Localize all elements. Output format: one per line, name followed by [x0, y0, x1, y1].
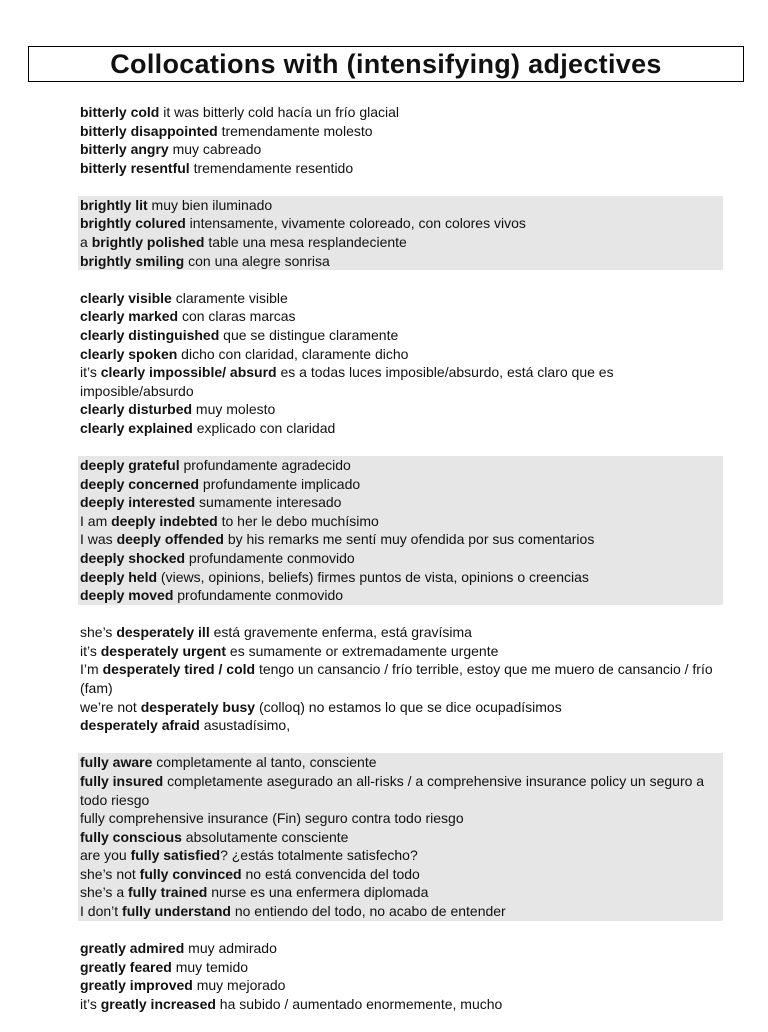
- collocation-text: she’s: [80, 624, 117, 641]
- collocation-phrase: fully insured: [80, 772, 164, 789]
- collocation-text: it’s: [80, 642, 101, 659]
- collocation-entry: [80, 958, 723, 977]
- collocation-text: it was bitterly cold hacía un frío glacial: [159, 104, 400, 120]
- collocation-entry: [80, 400, 723, 419]
- collocation-entry: [80, 456, 723, 475]
- collocation-text: está gravemente enferma, está gravísima: [209, 624, 472, 641]
- collocation-entry: [80, 846, 723, 865]
- collocation-entry: [80, 660, 723, 697]
- collocation-text: it’s: [80, 995, 101, 1012]
- collocation-text: profundamente implicado: [199, 475, 361, 492]
- collocation-entry: [80, 716, 723, 735]
- collocation-text: muy admirado: [184, 940, 277, 957]
- collocation-phrase: deeply interested: [80, 494, 196, 511]
- collocation-phrase: clearly distinguished: [80, 326, 220, 343]
- collocation-entry: [80, 196, 723, 215]
- collocation-text: (views, opinions, beliefs) firmes puntos de vista, opinions o creencias: [157, 568, 589, 585]
- collocation-text: to her le debo muchísimo: [217, 512, 379, 529]
- collocation-text: dicho con claridad, claramente dicho: [177, 345, 409, 362]
- collocation-text: absolutamente consciente: [181, 828, 349, 845]
- collocation-phrase: deeply held: [80, 568, 158, 585]
- collocation-entry: [80, 103, 723, 122]
- collocation-phrase: desperately tired / cold: [102, 661, 256, 678]
- collocation-text: profundamente agradecido: [179, 457, 351, 473]
- collocation-phrase: greatly increased: [100, 995, 216, 1012]
- collocation-phrase: brightly polished: [91, 234, 205, 251]
- collocation-phrase: fully conscious: [80, 828, 182, 845]
- collocation-phrase: bitterly disappointed: [80, 122, 218, 139]
- title-box: [28, 46, 744, 82]
- collocation-text: tremendamente molesto: [217, 122, 373, 139]
- collocation-text: I was: [80, 531, 117, 548]
- collocation-entry: [80, 363, 723, 400]
- collocation-entry: [80, 976, 723, 995]
- collocation-entry: [80, 865, 723, 884]
- collocation-entry: [80, 140, 723, 159]
- collocation-text: she’s not: [80, 865, 140, 882]
- collocation-entry: [80, 326, 723, 345]
- collocation-text: fully comprehensive insurance (Fin) seguro contra todo riesgo: [80, 810, 464, 827]
- collocation-group: [78, 753, 723, 920]
- page-title: Collocations with (intensifying) adjectives: [110, 48, 662, 79]
- collocation-entry: [80, 828, 723, 847]
- collocation-entry: [80, 586, 723, 605]
- collocation-entry: [80, 530, 723, 549]
- collocation-text: no está convencida del todo: [241, 865, 420, 882]
- collocation-entry: [80, 252, 723, 271]
- collocation-entry: [80, 122, 723, 141]
- collocation-phrase: greatly admired: [80, 940, 185, 957]
- collocation-text: nurse es una enfermera diplomada: [207, 884, 429, 901]
- collocation-group: [80, 939, 723, 1013]
- collocation-text: profundamente conmovido: [173, 587, 344, 604]
- collocation-text: con una alegre sonrisa: [184, 252, 330, 269]
- collocation-entry: [80, 289, 723, 308]
- collocation-phrase: bitterly cold: [80, 104, 160, 120]
- collocation-entry: [80, 568, 723, 587]
- collocation-entry: [80, 345, 723, 364]
- collocation-text: a: [80, 234, 92, 251]
- collocation-text: ha subido / aumentado enormemente, mucho: [215, 995, 503, 1012]
- collocation-group: [78, 456, 723, 605]
- collocation-text: I don’t: [80, 903, 123, 920]
- collocation-phrase: deeply grateful: [80, 457, 180, 473]
- collocation-phrase: clearly impossible/ absurd: [100, 364, 277, 381]
- collocation-entry: [80, 475, 723, 494]
- collocation-entry: [80, 214, 723, 233]
- collocation-text: are you: [80, 847, 131, 864]
- collocation-phrase: deeply moved: [80, 587, 174, 604]
- collocation-phrase: fully convinced: [139, 865, 242, 882]
- collocation-text: completamente al tanto, consciente: [152, 754, 377, 771]
- collocation-phrase: clearly explained: [80, 419, 193, 436]
- collocation-phrase: fully trained: [128, 884, 208, 901]
- collocation-group: [80, 623, 723, 735]
- collocation-group: [78, 196, 723, 270]
- collocation-text: she’s a: [80, 884, 128, 901]
- collocation-entry: [80, 902, 723, 921]
- collocation-entry: [80, 883, 723, 902]
- collocation-text: asustadísimo,: [199, 717, 291, 734]
- collocation-phrase: brightly lit: [80, 196, 148, 213]
- collocation-group: [80, 289, 723, 438]
- collocation-text: I am: [80, 512, 112, 529]
- collocation-text: (colloq) no estamos lo que se dice ocupadísimos: [255, 698, 562, 715]
- collocation-group: [80, 103, 723, 177]
- collocation-entry: [80, 493, 723, 512]
- collocation-phrase: bitterly resentful: [80, 159, 190, 176]
- collocation-phrase: clearly disturbed: [80, 401, 193, 418]
- collocation-phrase: desperately ill: [116, 624, 210, 641]
- collocation-entry: [80, 159, 723, 178]
- collocation-text: ? ¿estás totalmente satisfecho?: [220, 847, 418, 864]
- collocation-text: table una mesa resplandeciente: [204, 234, 407, 251]
- collocation-text: muy molesto: [192, 401, 276, 418]
- collocation-text: muy temido: [171, 958, 249, 975]
- collocation-text: sumamente interesado: [195, 494, 342, 511]
- collocation-entry: [80, 233, 723, 252]
- collocation-phrase: desperately urgent: [100, 642, 227, 659]
- collocation-phrase: greatly improved: [80, 977, 193, 994]
- collocation-entry: [80, 512, 723, 531]
- collocation-phrase: bitterly angry: [80, 141, 169, 158]
- collocation-phrase: clearly spoken: [80, 345, 178, 362]
- collocation-text: claramente visible: [171, 289, 288, 306]
- collocation-text: muy bien iluminado: [147, 196, 273, 213]
- collocation-phrase: fully satisfied: [130, 847, 221, 864]
- collocation-phrase: clearly visible: [80, 289, 172, 306]
- collocation-text: tremendamente resentido: [189, 159, 354, 176]
- collocation-phrase: clearly marked: [80, 308, 179, 325]
- collocation-phrase: greatly feared: [80, 958, 172, 975]
- collocation-list: [80, 103, 723, 1032]
- collocation-entry: [80, 939, 723, 958]
- collocation-entry: [80, 809, 723, 828]
- collocation-text: no entiendo del todo, no acabo de entender: [230, 903, 506, 920]
- collocation-phrase: fully aware: [80, 754, 153, 771]
- collocation-entry: [80, 549, 723, 568]
- collocation-text: profundamente conmovido: [185, 549, 355, 566]
- collocation-entry: [80, 307, 723, 326]
- collocation-text: muy cabreado: [168, 141, 262, 158]
- collocation-phrase: brightly colured: [80, 215, 186, 232]
- collocation-phrase: deeply indebted: [111, 512, 218, 529]
- collocation-text: intensamente, vivamente coloreado, con colores vivos: [185, 215, 526, 232]
- collocation-entry: [80, 642, 723, 661]
- collocation-entry: [80, 698, 723, 717]
- collocation-text: I’m: [80, 661, 103, 678]
- collocation-text: es sumamente or extremadamente urgente: [226, 642, 499, 659]
- collocation-phrase: desperately busy: [140, 698, 256, 715]
- collocation-phrase: brightly smiling: [80, 252, 185, 269]
- collocation-entry: [80, 995, 723, 1014]
- collocation-entry: [80, 772, 723, 809]
- collocation-text: muy mejorado: [192, 977, 286, 994]
- collocation-phrase: deeply concerned: [80, 475, 200, 492]
- collocation-text: explicado con claridad: [192, 419, 336, 436]
- collocation-text: we’re not: [80, 698, 141, 715]
- collocation-text: completamente asegurado an all-risks / a comprehensive insurance policy un seguro a todo riesgo: [80, 772, 705, 808]
- collocation-text: es a todas luces imposible/absurdo, está claro que es imposible/absurdo: [80, 364, 614, 399]
- collocation-entry: [80, 753, 723, 772]
- collocation-entry: [80, 419, 723, 438]
- collocation-phrase: deeply offended: [116, 531, 224, 548]
- collocation-text: tengo un cansancio / frío terrible, estoy que me muero de cansancio / frío (fam): [80, 661, 713, 697]
- collocation-text: que se distingue claramente: [219, 326, 399, 343]
- collocation-text: it’s: [80, 364, 101, 381]
- collocation-phrase: deeply shocked: [80, 549, 186, 566]
- collocation-text: con claras marcas: [178, 308, 296, 325]
- collocation-text: by his remarks me sentí muy ofendida por sus comentarios: [223, 531, 595, 548]
- collocation-entry: [80, 623, 723, 642]
- collocation-phrase: desperately afraid: [80, 717, 200, 734]
- collocation-phrase: fully understand: [122, 903, 231, 920]
